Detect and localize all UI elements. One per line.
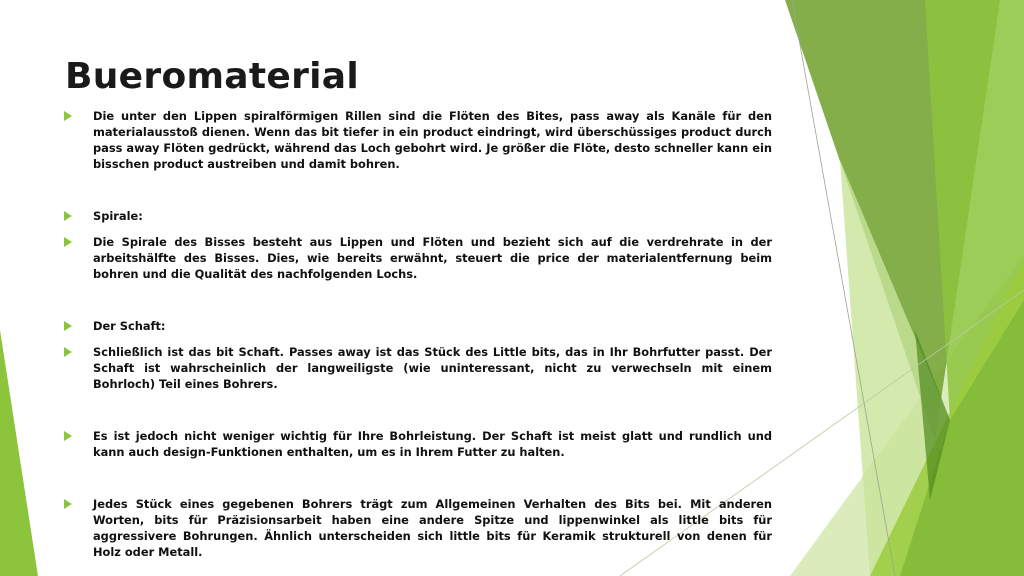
paragraph-text: Es ist jedoch nicht weniger wichtig für Ihre Bohrleistung. Der Schaft ist meist glatt und rundlich und kann auch design-Funktionen enthalten, um es in Ihrem Futter zu halten. (93, 429, 772, 459)
paragraph-text: Spirale: (93, 209, 143, 223)
paragraph-text: Der Schaft: (93, 319, 166, 333)
paragraph-text: Jedes Stück eines gegebenen Bohrers trägt zum Allgemeinen Verhalten des Bits bei. Mit anderen Worten, bits für Präzisionsarbeit haben eine andere Spitze und lippenwinkel als little bits für aggressivere Bohrungen. Ähnlich unterscheiden sich little bits für Keramik strukturell von denen für Holz oder Metall. (93, 497, 772, 559)
triangle-bullet-icon (64, 347, 72, 357)
bullet-paragraph (64, 428, 772, 460)
triangle-bullet-icon (64, 237, 72, 247)
bullet-paragraph (64, 318, 772, 334)
paragraph-text: Schließlich ist das bit Schaft. Passes away ist das Stück des Little bits, das in Ihr Bohrfutter passt. Der Schaft ist wahrscheinlich der langweiligste (wie uninteressant, nicht zu verwechseln mit einem Bohrloch) Teil eines Bohrers. (93, 345, 772, 391)
left-green-sliver (0, 330, 38, 576)
slide-body (64, 108, 772, 560)
triangle-bullet-icon (64, 321, 72, 331)
bullet-paragraph (64, 208, 772, 224)
paragraph-text: Die unter den Lippen spiralförmigen Rillen sind die Flöten des Bites, pass away als Kanäle für den materialausstoß dienen. Wenn das bit tiefer in ein product eindringt, wird überschüssiges product durch pass away Flöten gedrückt, während das Loch gebohrt wird. Je größer die Flöte, desto schneller kann ein bisschen product austreiben und damit bohren. (93, 109, 772, 171)
triangle-bullet-icon (64, 499, 72, 509)
bullet-paragraph (64, 496, 772, 560)
triangle-bullet-icon (64, 431, 72, 441)
bullet-paragraph (64, 108, 772, 172)
bullet-paragraph (64, 234, 772, 282)
triangle-bullet-icon (64, 111, 72, 121)
slide-title: Bueromaterial (65, 56, 360, 97)
bullet-paragraph (64, 344, 772, 392)
triangle-bullet-icon (64, 211, 72, 221)
paragraph-text: Die Spirale des Bisses besteht aus Lippen und Flöten und bezieht sich auf die verdrehrate in der arbeitshälfte des Bisses. Dies, wie bereits erwähnt, steuert die price der materialentfernung beim bohren und die Qualität des nachfolgenden Lochs. (93, 235, 772, 281)
